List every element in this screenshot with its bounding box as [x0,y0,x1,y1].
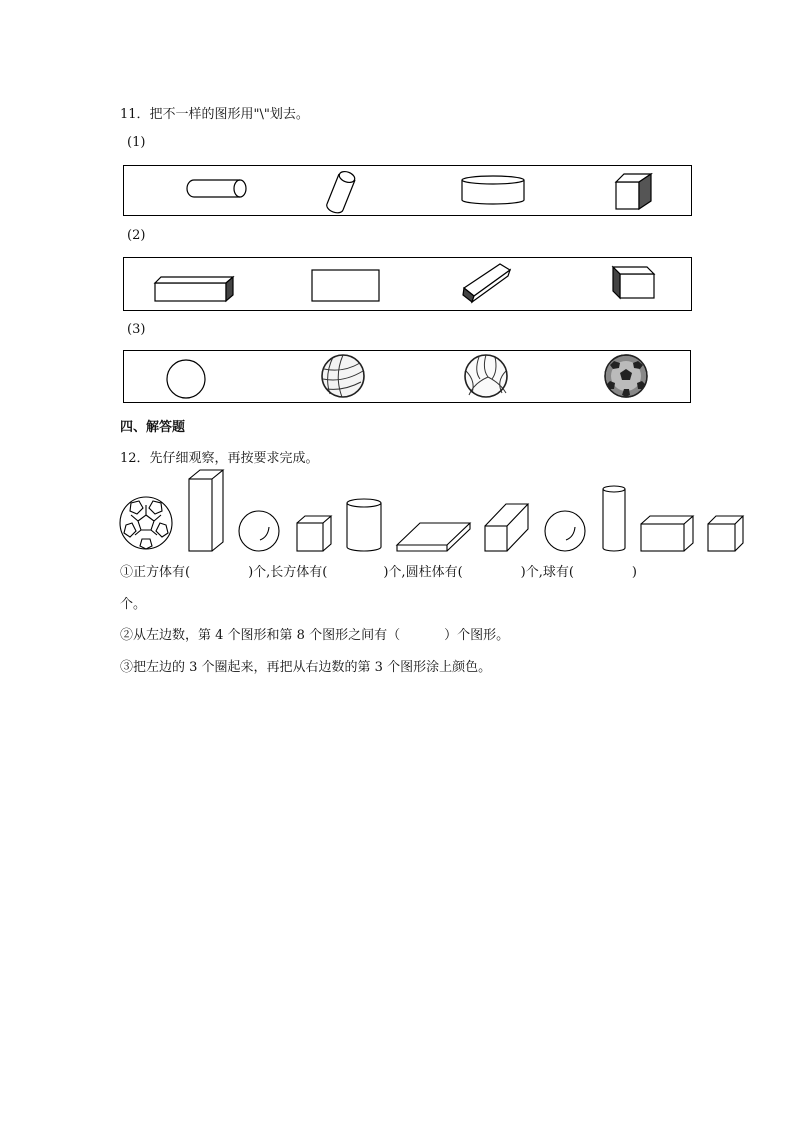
q12-flat-cuboid [397,523,470,551]
volleyball-2-shape [465,355,507,397]
group-2-label: (2) [127,228,146,243]
circle-shape [167,360,205,398]
group-1-label: (1) [127,135,146,150]
cylinder-flat-shape [462,176,524,204]
q12-line1-e: ) [631,565,637,580]
q12-cube-2 [708,516,743,551]
group-3-shapes [124,351,692,404]
q12-sphere-1 [239,511,279,551]
group-1-shapes [124,166,693,217]
q12-line1-b: )个,长方体有( [248,565,328,580]
q12-tall-cuboid [189,470,223,551]
volleyball-1-shape [322,355,364,397]
group-1-box [123,165,692,216]
q11-title: 11．把不一样的图形用"\"划去。 [120,107,309,122]
cuboid-small-shape [613,267,654,298]
group-3-label: (3) [127,322,146,337]
soccer-ball-shape [605,355,647,397]
q12-line3: ③把左边的 3 个圈起来，再把从右边数的第 3 个图形涂上颜色。 [120,660,492,675]
q12-line1 [120,561,637,580]
cuboid-long-shape [155,277,233,301]
cylinder-lying-shape [187,180,246,197]
cuboid-tilted-shape [463,264,510,302]
q12-shapes-row [0,465,793,565]
q12-cuboid [641,516,693,551]
q12-sphere-2 [545,511,585,551]
section-4-title: 四、解答题 [120,420,186,435]
q12-cylinder [347,499,381,551]
q12-line2-b: ）个图形。 [444,628,510,643]
q12-cuboid-slant [485,504,528,551]
q12-soccer-ball [120,497,172,549]
group-2-box [123,257,692,311]
cylinder-tilted-shape [327,170,356,213]
q12-line2-a: ②从左边数，第 4 个图形和第 8 个图形之间有（ [120,628,401,643]
cube-shape [616,174,651,209]
q12-line2 [120,624,509,643]
group-2-shapes [124,258,693,312]
q12-line1-d: )个,球有( [520,565,574,580]
q12-cube-1 [297,516,331,551]
rectangle-shape [312,270,379,301]
q12-line1-c: )个,圆柱体有( [383,565,463,580]
q12-tall-cylinder [603,486,625,551]
q12-line1-wrap: 个。 [120,597,147,612]
group-3-box [123,350,691,403]
q12-line1-a: ①正方体有( [120,565,191,580]
q12-title: 12．先仔细观察，再按要求完成。 [120,451,319,466]
